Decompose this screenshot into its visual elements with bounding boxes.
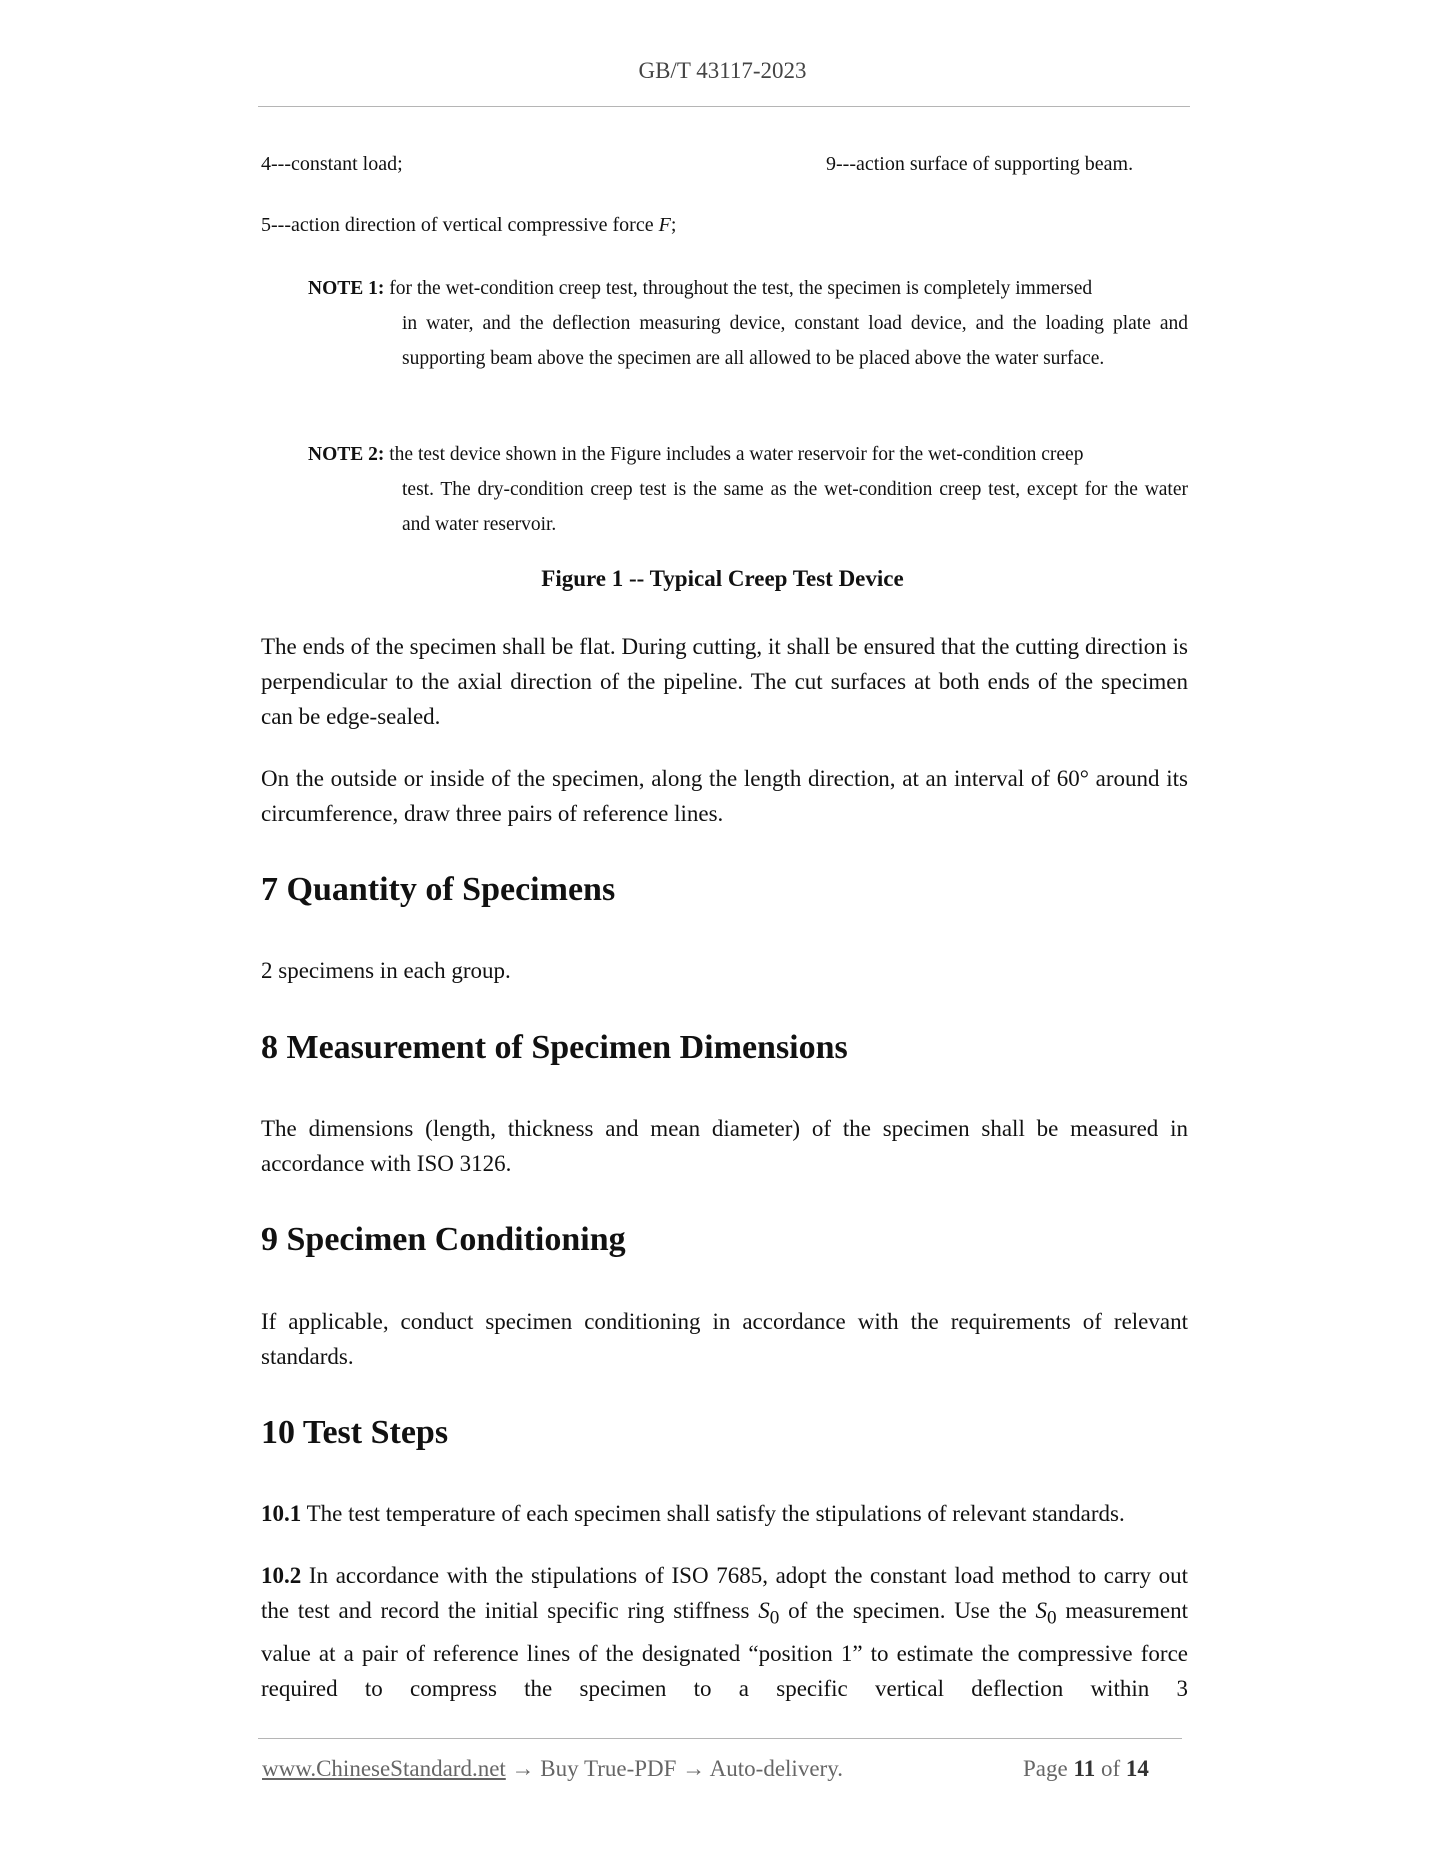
stiffness-subscript: 0 — [769, 1607, 780, 1629]
note-2-continuation: test. The dry-condition creep test is the same as the wet-condition creep test, except for the water and water reservoir. — [402, 479, 1188, 535]
legend-item-5-text: 5---action direction of vertical compressive force — [261, 214, 659, 236]
clause-10-1-number: 10.1 — [261, 1501, 302, 1526]
arrow-right-icon: → — [511, 1756, 535, 1781]
note-1-label: NOTE 1: — [308, 278, 385, 299]
paragraph-reference-lines: On the outside or inside of the specimen, along the length direction, at an interval of 60° around its circumference, draw three pairs of reference lines. — [261, 766, 1188, 826]
page-label: Page — [1023, 1756, 1068, 1781]
section-10-heading: 10 Test Steps — [261, 1414, 449, 1451]
clause-10-1-text: The test temperature of each specimen shall satisfy the stipulations of relevant standards. — [306, 1501, 1125, 1526]
of-label: of — [1100, 1756, 1121, 1781]
page-indicator — [1023, 1756, 1149, 1782]
note-2 — [308, 437, 1188, 542]
section-8-heading: 8 Measurement of Specimen Dimensions — [261, 1029, 848, 1066]
clause-10-1 — [261, 1496, 1188, 1531]
clause-10-2 — [261, 1558, 1188, 1706]
legend-item-5-suffix: ; — [670, 214, 677, 236]
stiffness-variable-2: S — [1035, 1598, 1048, 1623]
document-code-header: GB/T 43117-2023 — [638, 58, 807, 83]
footer-promo — [262, 1756, 843, 1782]
buy-pdf-text: Buy True-PDF — [540, 1756, 677, 1781]
clause-10-2-text-b: of the specimen. Use the — [779, 1598, 1036, 1623]
legend-item-9: 9---action surface of supporting beam. — [826, 153, 1134, 175]
note-1-first-line: for the wet-condition creep test, throughout the test, the specimen is completely immersed — [389, 278, 1093, 299]
note-1-continuation: in water, and the deflection measuring device, constant load device, and the loading plate and supporting beam above the specimen are all allowed to be placed above the water surface. — [402, 313, 1188, 369]
section-8-text: The dimensions (length, thickness and mean diameter) of the specimen shall be measured in accordance with ISO 3126. — [261, 1116, 1188, 1176]
footer-divider — [258, 1738, 1182, 1739]
stiffness-variable: S — [758, 1598, 770, 1623]
figure-caption: Figure 1 -- Typical Creep Test Device — [541, 566, 904, 591]
clause-10-2-number: 10.2 — [261, 1563, 302, 1588]
total-pages: 14 — [1125, 1756, 1149, 1781]
note-1 — [308, 271, 1188, 376]
section-9-text: If applicable, conduct specimen conditioning in accordance with the requirements of relevant standards. — [261, 1309, 1188, 1369]
section-7-text: 2 specimens in each group. — [261, 958, 511, 983]
clause-10-2-text-c: measurement value at a pair of reference lines of the designated “position 1” to estimate the compressive force required to compress the specimen to a specific vertical deflection within 3 — [261, 1598, 1188, 1701]
stiffness-subscript-2: 0 — [1047, 1607, 1057, 1629]
site-link[interactable]: www.ChineseStandard.net — [262, 1756, 506, 1781]
note-2-label: NOTE 2: — [308, 444, 385, 465]
current-page: 11 — [1073, 1756, 1096, 1781]
header-divider — [258, 106, 1190, 107]
legend-item-4: 4---constant load; — [261, 153, 403, 175]
paragraph-specimen-ends: The ends of the specimen shall be flat. During cutting, it shall be ensured that the cutting direction is perpendicular to the axial direction of the pipeline. The cut surfaces at both ends of the specimen can be edge-sealed. — [261, 634, 1188, 729]
legend-item-5 — [261, 212, 676, 239]
arrow-right-icon: → — [682, 1756, 706, 1781]
section-9-heading: 9 Specimen Conditioning — [261, 1221, 626, 1258]
section-7-heading: 7 Quantity of Specimens — [261, 871, 616, 908]
auto-delivery-text: Auto-delivery. — [709, 1756, 843, 1781]
force-variable: F — [658, 214, 671, 236]
clause-10-2-text-a: In accordance with the stipulations of ISO 7685, adopt the constant load method to carry out the test and record the initial specific ring stiffness — [261, 1563, 1188, 1623]
note-2-first-line: the test device shown in the Figure includes a water reservoir for the wet-condition creep — [389, 444, 1084, 465]
